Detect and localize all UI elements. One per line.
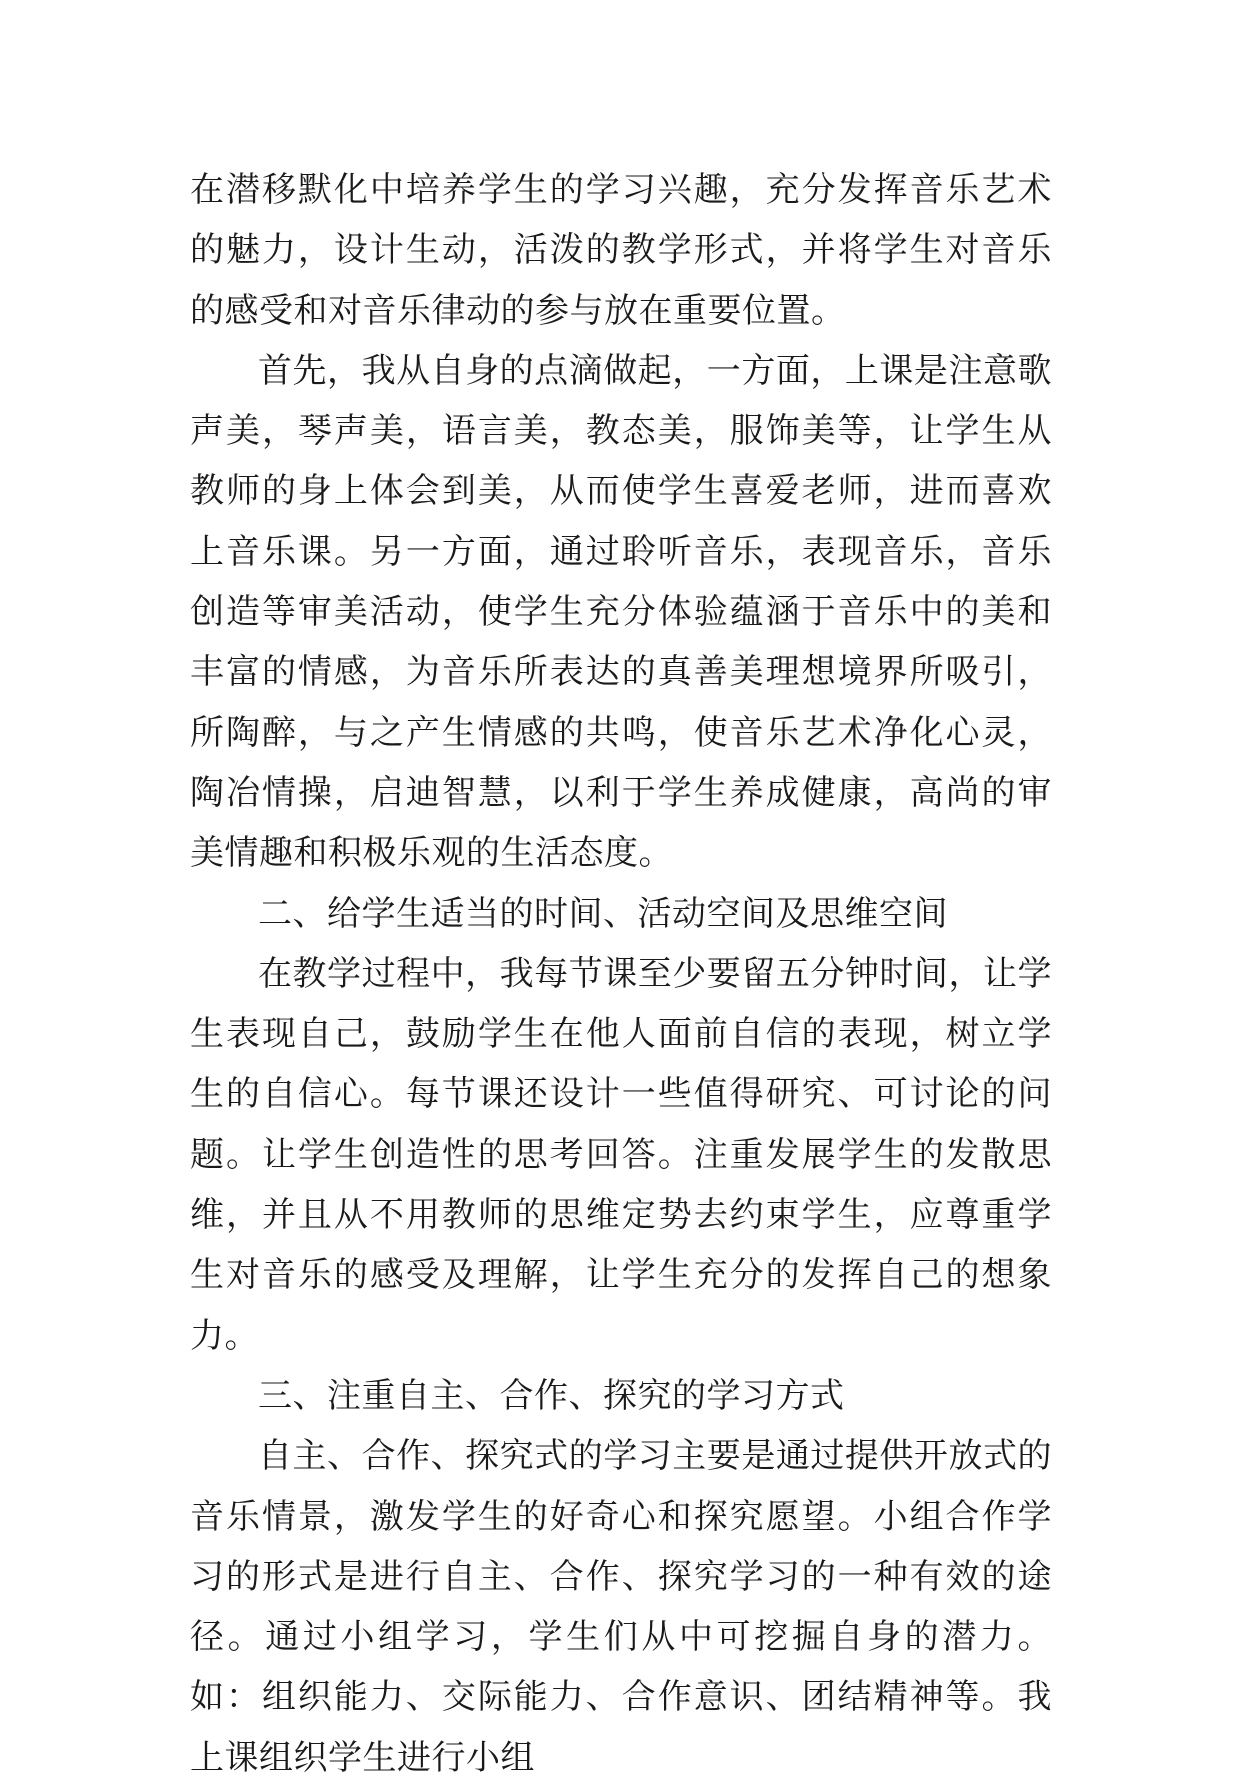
section-heading-2: 二、给学生适当的时间、活动空间及思维空间 bbox=[258, 893, 948, 934]
section-heading-3: 三、注重自主、合作、探究的学习方式 bbox=[258, 1375, 845, 1416]
paragraph-4: 自主、合作、探究式的学习主要是通过提供开放式的音乐情景，激发学生的好奇心和探究愿望。小组合作学习的形式是进行自主、合作、探究学习的一种有效的途径。通过小组学习，学生们从中可挖掘自身的潜力。如：组织能力、交际能力、合作意识、团结精神等。我上课组织学生进行小组 bbox=[190, 1436, 1052, 1778]
document-body bbox=[190, 160, 1052, 1788]
paragraph-2: 首先，我从自身的点滴做起，一方面，上课是注意歌声美，琴声美，语言美，教态美，服饰美等，让学生从教师的身上体会到美，从而使学生喜爱老师，进而喜欢上音乐课。另一方面，通过聆听音乐，表现音乐，音乐创造等审美活动，使学生充分体验蕴涵于音乐中的美和丰富的情感，为音乐所表达的真善美理想境界所吸引，所陶醉，与之产生情感的共鸣，使音乐艺术净化心灵，陶冶情操，启迪智慧，以利于学生养成健康，高尚的审美情趣和积极乐观的生活态度。 bbox=[190, 350, 1052, 874]
paragraph-1: 在潜移默化中培养学生的学习兴趣，充分发挥音乐艺术的魅力，设计生动，活泼的教学形式，并将学生对音乐的感受和对音乐律动的参与放在重要位置。 bbox=[190, 170, 1052, 331]
paragraph-3: 在教学过程中，我每节课至少要留五分钟时间，让学生表现自己，鼓励学生在他人面前自信的表现，树立学生的自信心。每节课还设计一些值得研究、可讨论的问题。让学生创造性的思考回答。注重发展学生的发散思维，并且从不用教师的思维定势去约束学生，应尊重学生对音乐的感受及理解，让学生充分的发挥自己的想象力。 bbox=[190, 953, 1052, 1356]
